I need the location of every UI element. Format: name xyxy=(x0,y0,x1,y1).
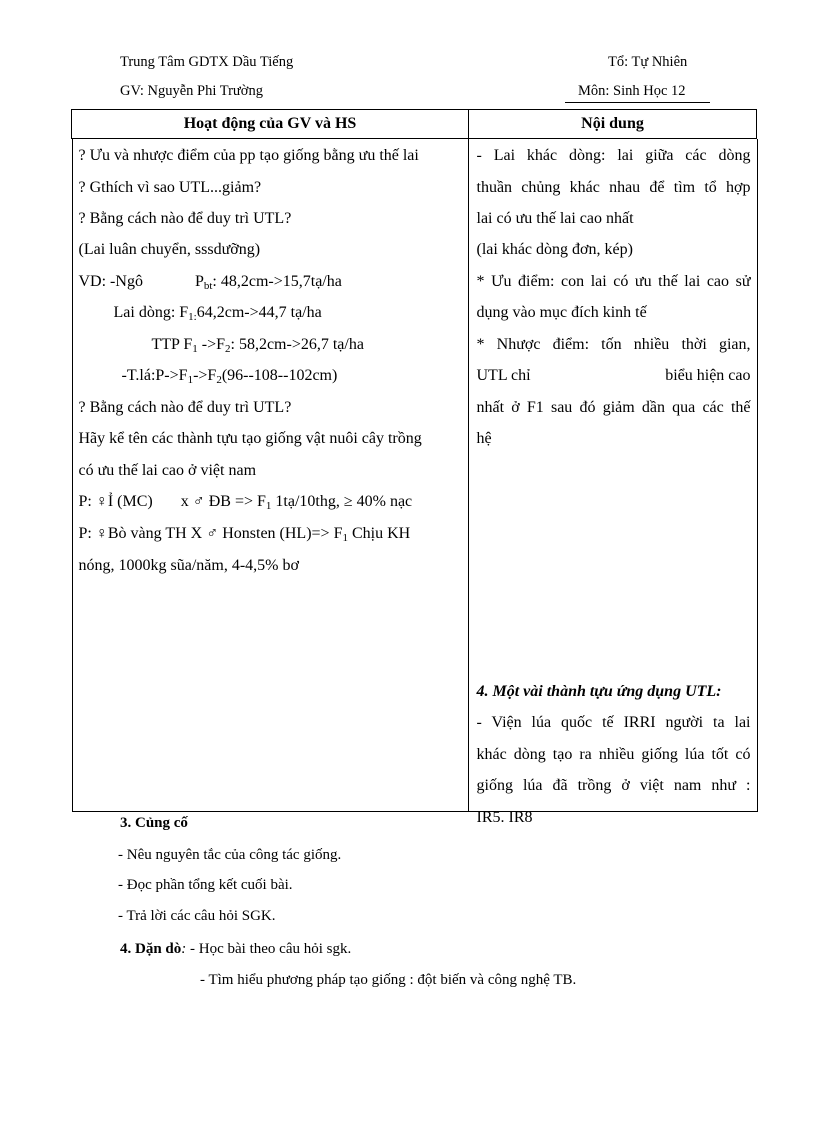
left-line: ? Gthích vì sao UTL...giảm? xyxy=(78,179,262,196)
subscript: 2 xyxy=(225,343,231,355)
right-line: (lai khác dòng đơn, kép) xyxy=(476,241,633,258)
text: (96--108--102cm) xyxy=(221,367,338,384)
subscript: 2 xyxy=(216,374,222,386)
section-title-achievements: 4. Một vài thành tựu ứng dụng UTL: xyxy=(476,683,722,700)
right-line: hệ xyxy=(476,430,492,447)
left-line: có ưu thế lai cao ở việt nam xyxy=(78,462,257,479)
text: 1tạ/10thg, ≥ 40% nạc xyxy=(271,493,413,510)
right-line: lai có ưu thế lai cao nhất xyxy=(476,210,634,227)
homework-line xyxy=(120,941,351,958)
text: : 58,2cm->26,7 tạ/ha xyxy=(230,336,364,353)
review-item: - Trả lời các câu hỏi SGK. xyxy=(118,908,276,924)
homework-item: - Tìm hiểu phương pháp tạo giống : đột biến và công nghệ TB. xyxy=(200,972,577,988)
left-line-pig-cross xyxy=(79,492,413,516)
review-item: - Đọc phần tổng kết cuối bài. xyxy=(118,877,293,893)
left-line: (Lai luân chuyển, sssdưỡng) xyxy=(78,241,261,258)
homework-item: - Học bài theo câu hỏi sgk. xyxy=(186,941,352,957)
right-line: IR5. IR8 xyxy=(476,809,533,826)
text: : 48,2cm->15,7tạ/ha xyxy=(212,273,342,290)
text: P xyxy=(194,273,204,290)
right-line: thuần chủng khác nhau để tìm tổ hợp xyxy=(476,179,751,196)
col-header-activities: Hoạt động của GV và HS xyxy=(72,110,469,139)
text: : xyxy=(181,941,187,957)
right-line: khác dòng tạo ra nhiều giống lúa tốt có xyxy=(476,746,751,763)
school-name: Trung Tâm GDTX Dầu Tiếng xyxy=(120,54,294,70)
left-line: ? Ưu và nhược điểm của pp tạo giống bằng ưu thế lai xyxy=(78,147,419,164)
right-line: * Nhược điểm: tốn nhiều thời gian, xyxy=(476,336,751,353)
right-line: * Ưu điểm: con lai có ưu thế lai cao sử xyxy=(476,273,751,290)
subscript: 1 xyxy=(187,374,194,386)
left-line: nóng, 1000kg sũa/năm, 4-4,5% bơ xyxy=(78,557,299,574)
text: x ♂ ĐB => F xyxy=(180,493,266,510)
text: P: ♀Bò vàng TH X ♂ Honsten (HL)=> F xyxy=(78,525,343,542)
left-line-line-cross xyxy=(114,303,322,327)
text: P: ♀Ỉ (MC) xyxy=(78,493,153,510)
teacher-name: GV: Nguyễn Phi Trường xyxy=(120,83,263,99)
section-title-review: 3. Củng cố xyxy=(120,815,188,831)
right-line: dụng vào mục đích kinh tế xyxy=(476,304,647,321)
left-line: ? Bằng cách nào để duy trì UTL? xyxy=(78,399,292,416)
right-line: giống lúa đã trồng ở việt nam như : xyxy=(476,777,751,794)
left-line-tobacco xyxy=(122,366,338,390)
text: 64,2cm->44,7 tạ/ha xyxy=(196,304,322,321)
left-line: Hãy kể tên các thành tựu tạo giống vật nuôi cây trồng xyxy=(78,430,422,447)
right-line-utl xyxy=(477,366,751,386)
section-title-homework: 4. Dặn dò xyxy=(120,941,182,957)
subscript: 1 xyxy=(342,532,348,544)
text: ->F xyxy=(197,336,225,353)
right-line: nhất ở F1 sau đó giảm dần qua các thế xyxy=(476,399,751,416)
left-line-cattle-cross xyxy=(79,524,411,548)
subscript: 1 xyxy=(265,500,272,512)
text: biểu hiện cao xyxy=(665,367,751,384)
header-underline xyxy=(565,102,710,103)
text: ->F xyxy=(193,367,217,384)
col-header-content: Nội dung xyxy=(469,110,757,139)
text: Chịu KH xyxy=(347,525,411,542)
review-item: - Nêu nguyên tắc của công tác giống. xyxy=(118,847,342,863)
subscript: bt xyxy=(203,280,213,292)
text: -T.lá:P->F xyxy=(121,367,188,384)
left-line-ttp xyxy=(152,335,364,359)
right-line: - Lai khác dòng: lai giữa các dòng xyxy=(476,147,751,164)
subject-name: Môn: Sinh Học 12 xyxy=(578,83,686,99)
text: VD: -Ngô xyxy=(78,273,143,290)
text: Lai dòng: F xyxy=(113,304,189,321)
text: UTL chỉ xyxy=(476,367,531,384)
right-line: - Viện lúa quốc tế IRRI người ta lai xyxy=(476,714,751,731)
subscript: 1: xyxy=(188,311,197,323)
left-line-corn-example xyxy=(79,272,342,296)
subscript: 1 xyxy=(192,343,198,355)
left-line: ? Bằng cách nào để duy trì UTL? xyxy=(78,210,292,227)
text: TTP F xyxy=(151,336,193,353)
group-name: Tổ: Tự Nhiên xyxy=(608,54,688,70)
